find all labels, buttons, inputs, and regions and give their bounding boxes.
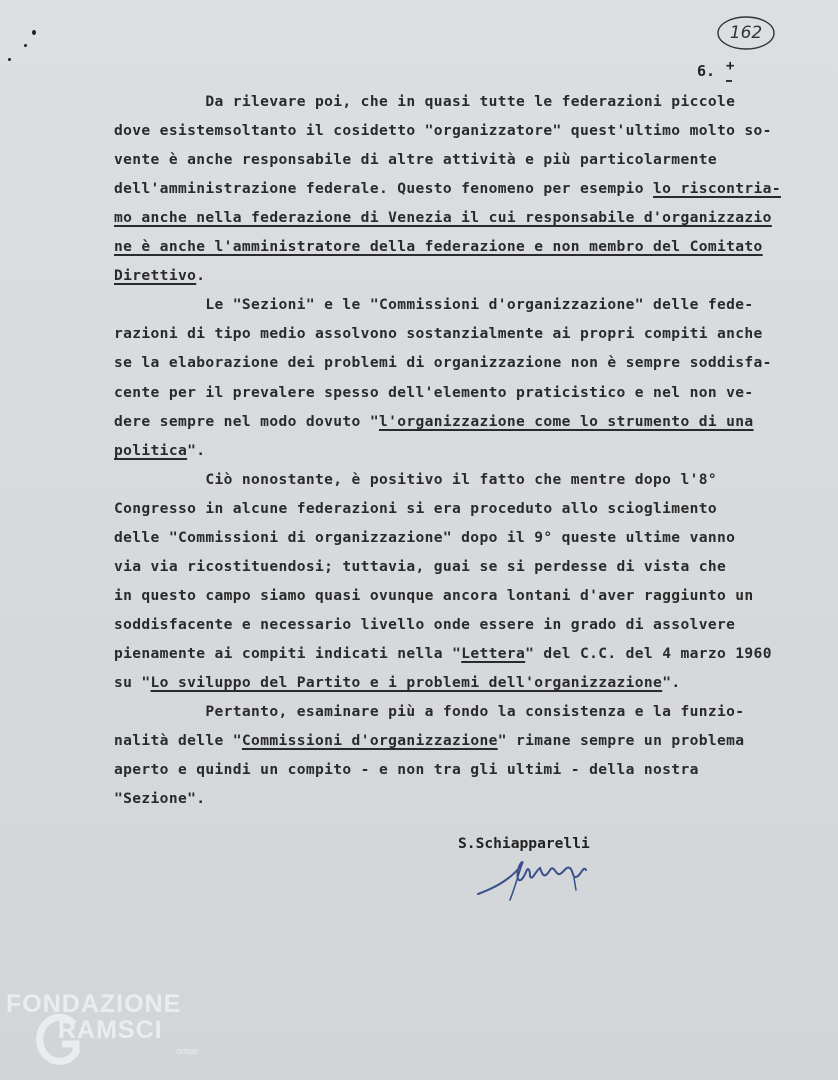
underlined-text: politica [114, 441, 188, 459]
body-line [114, 413, 754, 430]
body-line [114, 761, 699, 778]
underlined-text: Lo sviluppo del Partito e i problemi dell'organizzazione [150, 674, 663, 691]
line-text: soddisfacente e necessario livello onde essere in grado di assolvere [114, 615, 736, 633]
body-line [114, 471, 717, 488]
body-line [114, 267, 205, 284]
body-line [114, 587, 754, 604]
archive-stamp-number: 162 [729, 23, 763, 43]
body-line [114, 238, 763, 255]
ink-speck [32, 30, 36, 35]
page-number: 6. [697, 62, 716, 80]
fondazione-gramsci-watermark [6, 990, 216, 1075]
line-text: Congresso in alcune federazioni si era proceduto allo scioglimento [114, 499, 717, 517]
body-line [114, 500, 717, 517]
archive-stamp [716, 14, 776, 52]
watermark-line3: onlus [176, 1046, 198, 1056]
line-text: dell'amministrazione federale. Questo fenomeno per esempio [114, 180, 654, 198]
body-line [114, 790, 205, 807]
body-line [114, 529, 735, 546]
ink-speck [8, 58, 11, 61]
ink-speck [24, 44, 27, 47]
line-text: nalità delle " [114, 732, 242, 750]
body-line [114, 674, 680, 691]
underlined-text: Lettera [461, 644, 526, 662]
body-line [114, 122, 772, 139]
line-text: via via ricostituendosi; tuttavia, guai se si perdesse di vista che [114, 557, 727, 575]
line-text: in questo campo siamo quasi ovunque ancora lontani d'aver raggiunto un [114, 586, 754, 604]
line-text: Pertanto, esaminare più a fondo la consistenza e la funzio- [114, 703, 745, 721]
line-text: . [196, 267, 206, 285]
line-text: Ciò nonostante, è positivo il fatto che mentre dopo l'8° [114, 470, 717, 488]
line-text: pienamente ai compiti indicati nella " [114, 644, 462, 662]
line-text: " rimane sempre un problema [497, 732, 745, 750]
line-text: cente per il prevalere spesso dell'elemento praticistico e nel non ve- [114, 383, 754, 401]
line-text: ". [662, 674, 681, 691]
body-line [114, 209, 772, 226]
handwritten-signature [470, 850, 600, 905]
underlined-text: mo anche nella federazione di Venezia il cui responsabile d'organizzazio [114, 209, 772, 227]
line-text: ". [187, 441, 206, 459]
line-text: razioni di tipo medio assolvono sostanzialmente ai propri compiti anche [114, 325, 763, 343]
underlined-text: Commissioni d'organizzazione [241, 732, 498, 750]
line-text: su " [114, 674, 151, 691]
underlined-text: ne è anche l'amministratore della federazione e non membro del Comitato [114, 238, 763, 256]
line-text: "Sezione". [114, 790, 206, 808]
underlined-text: Direttivo [114, 267, 197, 285]
body-line [114, 732, 744, 749]
underlined-text: lo riscontria- [653, 180, 781, 198]
body-line [114, 180, 781, 197]
body-line [114, 93, 735, 110]
body-line [114, 703, 744, 720]
body-line [114, 296, 754, 313]
body-line [114, 384, 754, 401]
line-text: " del C.C. del 4 marzo 1960 [525, 644, 772, 662]
body-line [114, 645, 772, 662]
line-text: dove esistemsoltanto il cosidetto "organizzatore" quest'ultimo molto so- [114, 122, 772, 140]
signature-name: S.Schiapparelli [458, 835, 590, 852]
line-text: se la elaborazione dei problemi di organizzazione non è sempre soddisfa- [114, 354, 772, 372]
body-line [114, 325, 763, 342]
body-line [114, 151, 717, 168]
body-line [114, 442, 205, 459]
line-text: dere sempre nel modo dovuto " [114, 412, 379, 430]
watermark-line2: RAMSCI [58, 1016, 163, 1044]
underlined-text: l'organizzazione come lo strumento di una [378, 412, 754, 430]
body-line [114, 558, 726, 575]
page-mark: + [726, 58, 735, 74]
line-text: vente è anche responsabile di altre attività e più particolarmente [114, 151, 717, 169]
line-text: aperto e quindi un compito - e non tra gli ultimi - della nostra [114, 761, 699, 779]
page-mark-dash [726, 80, 732, 82]
watermark-line1: FONDAZIONE [6, 990, 182, 1018]
body-line [114, 354, 772, 371]
line-text: Le "Sezioni" e le "Commissioni d'organizzazione" delle fede- [114, 296, 754, 314]
line-text: delle "Commissioni di organizzazione" dopo il 9° queste ultime vanno [114, 528, 736, 546]
body-line [114, 616, 735, 633]
line-text: Da rilevare poi, che in quasi tutte le federazioni piccole [114, 93, 736, 110]
